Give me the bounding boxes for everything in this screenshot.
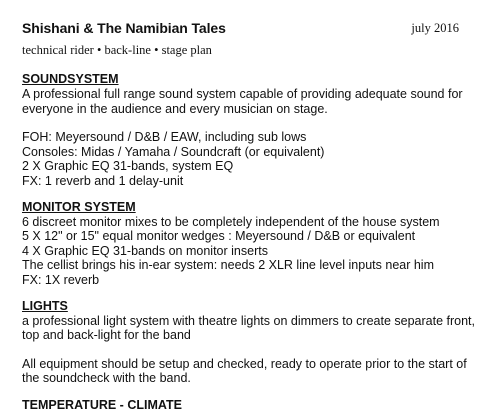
paragraph-line: everyone in the audience and every musician on stage. <box>22 101 328 116</box>
paragraph-line: top and back-light for the band <box>22 328 191 343</box>
section-heading-soundsystem: SOUNDSYSTEM <box>22 72 119 86</box>
spec-line: FX: 1X reverb <box>22 272 100 287</box>
spec-line: The cellist brings his in-ear system: needs 2 XLR line level inputs near him <box>22 258 434 273</box>
document-page <box>22 20 474 413</box>
spec-line: Consoles: Midas / Yamaha / Soundcraft (or equivalent) <box>22 144 325 159</box>
document-date: july 2016 <box>411 21 459 35</box>
spec-line: 4 X Graphic EQ 31-bands on monitor inserts <box>22 243 268 258</box>
paragraph-line: A professional full range sound system capable of providing adequate sound for <box>22 87 463 101</box>
section-heading-temperature-climate: TEMPERATURE - CLIMATE <box>22 397 182 412</box>
section-heading-monitor-system: MONITOR SYSTEM <box>22 199 136 214</box>
spec-line: 6 discreet monitor mixes to be completely independent of the house system <box>22 214 440 229</box>
paragraph-line: All equipment should be setup and checked, ready to operate prior to the start of <box>22 356 467 371</box>
paragraph-line: a professional light system with theatre lights on dimmers to create separate front, <box>22 313 475 328</box>
document-subtitle: technical rider • back-line • stage plan <box>22 43 212 57</box>
spec-line: FX: 1 reverb and 1 delay-unit <box>22 173 184 188</box>
section-soundsystem <box>22 72 474 189</box>
spec-line: FOH: Meyersound / D&B / EAW, including sub lows <box>22 130 307 145</box>
section-heading-lights: LIGHTS <box>22 298 68 313</box>
section-monitor-system <box>22 200 474 288</box>
document-header <box>22 20 474 40</box>
spec-line: 2 X Graphic EQ 31-bands, system EQ <box>22 159 234 174</box>
spec-line: 5 X 12" or 15" equal monitor wedges : Meyersound / D&B or equivalent <box>22 229 416 244</box>
paragraph-line: the soundcheck with the band. <box>22 371 191 386</box>
section-lights <box>22 299 474 386</box>
document-title: Shishani & The Namibian Tales <box>22 20 226 36</box>
